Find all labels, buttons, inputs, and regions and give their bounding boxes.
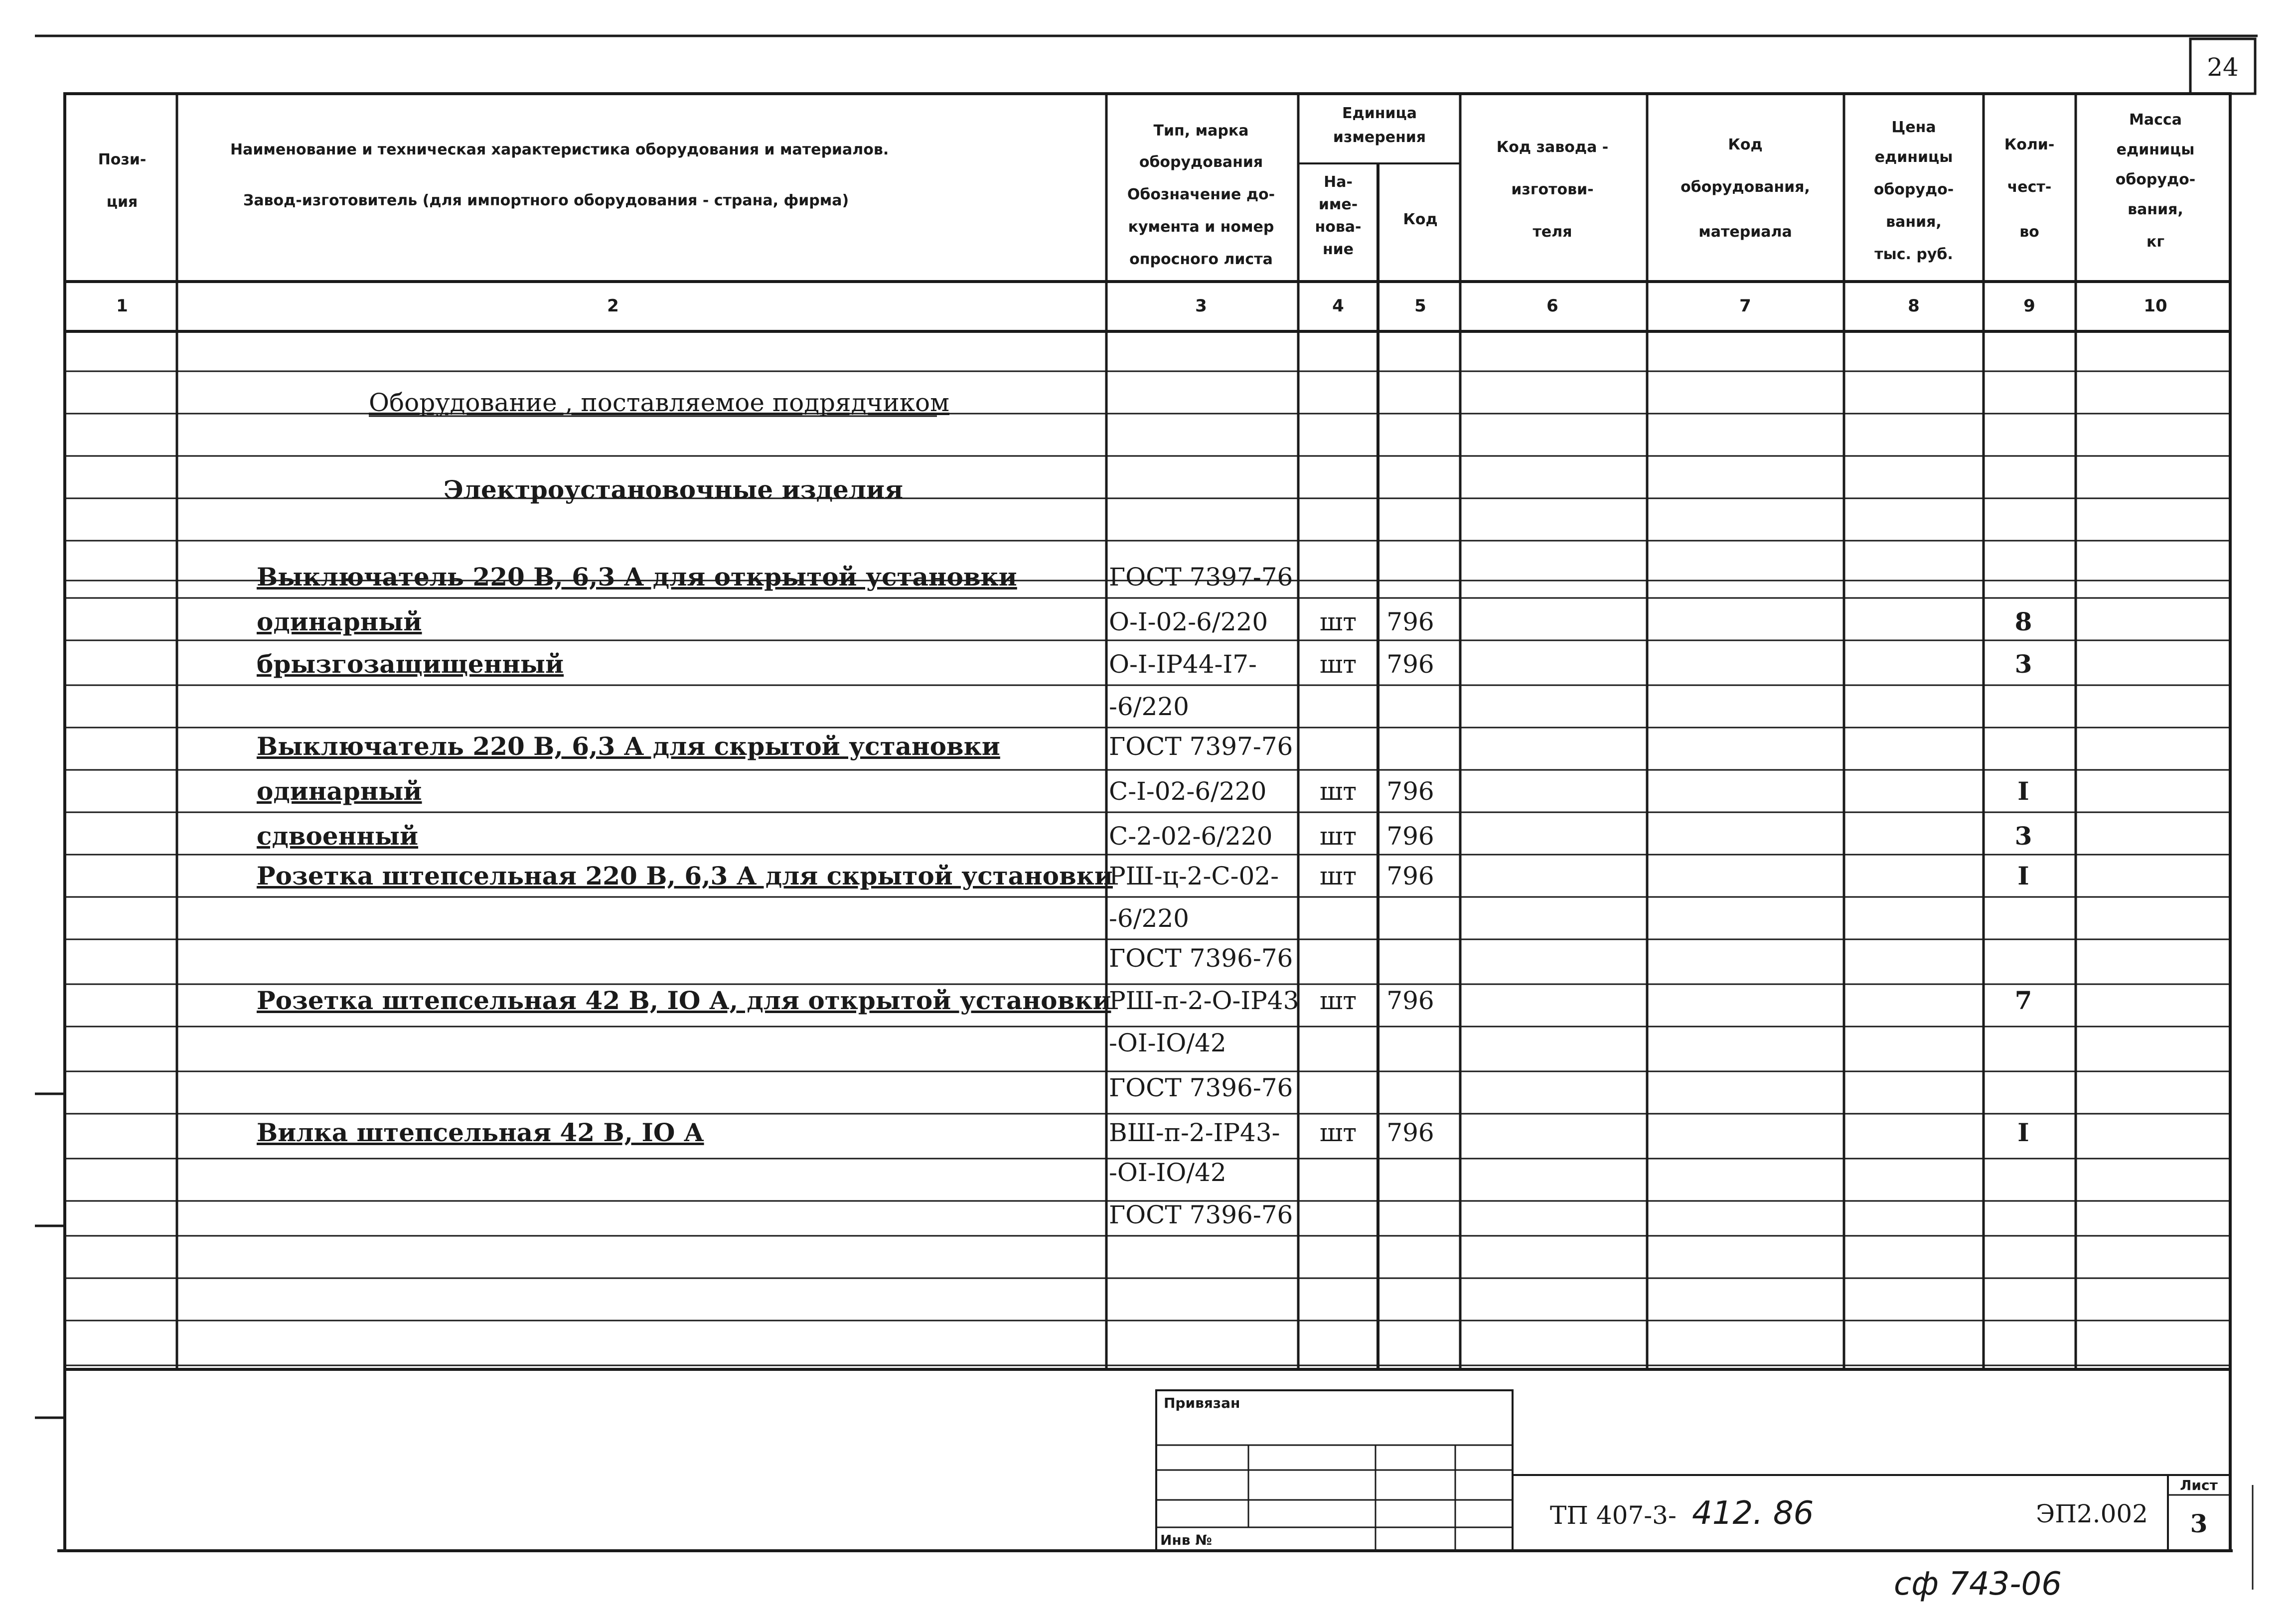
header-unit: Единица bbox=[1342, 105, 1417, 122]
row-name: сдвоенный bbox=[257, 821, 419, 851]
row-type: О-I-02-6/220 bbox=[1109, 607, 1268, 636]
row-quantity: 8 bbox=[2014, 607, 2032, 636]
svg-text:тыс. руб.: тыс. руб. bbox=[1874, 246, 1953, 263]
svg-text:во: во bbox=[2019, 223, 2039, 241]
svg-text:Обозначение до-: Обозначение до- bbox=[1127, 186, 1275, 203]
svg-text:кумента и номер: кумента и номер bbox=[1128, 218, 1274, 236]
section-title-contractor: Оборудование , поставляемое подрядчиком bbox=[369, 388, 949, 417]
svg-text:изготови-: изготови- bbox=[1511, 181, 1594, 198]
page-number: 24 bbox=[2207, 53, 2239, 82]
svg-text:теля: теля bbox=[1532, 223, 1572, 241]
footer-handwritten-note: сф 743-06 bbox=[1894, 1566, 2062, 1603]
svg-text:оборудо-: оборудо- bbox=[1873, 181, 1954, 198]
svg-text:4: 4 bbox=[1332, 296, 1344, 316]
svg-text:вания,: вания, bbox=[2128, 201, 2183, 218]
row-quantity: 7 bbox=[2014, 986, 2032, 1015]
svg-text:6: 6 bbox=[1546, 296, 1558, 316]
svg-text:10: 10 bbox=[2143, 296, 2167, 316]
row-code: 796 bbox=[1386, 1118, 1434, 1147]
table-body bbox=[257, 562, 2032, 1229]
sheet-number: 3 bbox=[2190, 1509, 2208, 1538]
header-quantity: Коли- bbox=[2004, 136, 2055, 153]
row-type: -6/220 bbox=[1109, 692, 1189, 721]
svg-text:кг: кг bbox=[2146, 233, 2165, 251]
row-name: Розетка штепсельная 220 В, 6,3 А для скрытой установки bbox=[257, 861, 1113, 890]
row-unit: шт bbox=[1319, 650, 1357, 679]
svg-text:материала: материала bbox=[1698, 223, 1792, 241]
svg-text:оборудования: оборудования bbox=[1139, 153, 1263, 171]
row-type: ГОСТ 7396-76 bbox=[1109, 1073, 1293, 1102]
svg-text:ция: ция bbox=[106, 193, 138, 211]
row-code: 796 bbox=[1386, 822, 1434, 851]
row-quantity: I bbox=[2017, 776, 2029, 806]
svg-text:име-: име- bbox=[1318, 196, 1358, 213]
row-code: 796 bbox=[1386, 650, 1434, 679]
row-quantity: 3 bbox=[2014, 821, 2032, 851]
document-code: ТП 407-3- bbox=[1550, 1501, 1677, 1530]
row-type: ВШ-п-2-IP43- bbox=[1109, 1118, 1280, 1147]
svg-text:оборудования,: оборудования, bbox=[1681, 178, 1810, 196]
row-type: О-I-IP44-I7- bbox=[1109, 650, 1257, 679]
row-name: одинарный bbox=[257, 607, 422, 636]
svg-text:вания,: вания, bbox=[1886, 213, 1942, 231]
svg-text:2: 2 bbox=[607, 296, 619, 316]
svg-text:5: 5 bbox=[1414, 296, 1426, 316]
header-position: Пози- bbox=[98, 151, 147, 168]
svg-text:8: 8 bbox=[1908, 296, 1920, 316]
row-quantity: 3 bbox=[2014, 649, 2032, 679]
row-type: -OI-IO/42 bbox=[1109, 1029, 1226, 1057]
row-type: РШ-п-2-О-IP43 bbox=[1109, 986, 1299, 1015]
header-equipment-code: Код bbox=[1728, 136, 1763, 153]
svg-text:нова-: нова- bbox=[1315, 218, 1362, 236]
row-unit: шт bbox=[1319, 822, 1357, 851]
document-code-handwritten: 412. 86 bbox=[1692, 1495, 1814, 1532]
row-type: С-2-02-6/220 bbox=[1109, 822, 1273, 851]
header-price: Цена bbox=[1891, 119, 1936, 136]
row-unit: шт bbox=[1319, 862, 1357, 890]
svg-text:опросного листа: опросного листа bbox=[1129, 251, 1273, 268]
row-name: Выключатель 220 В, 6,3 А для скрытой установки bbox=[257, 732, 1000, 761]
svg-text:9: 9 bbox=[2023, 296, 2035, 316]
row-type: РШ-ц-2-С-02- bbox=[1109, 862, 1279, 890]
row-unit: шт bbox=[1319, 777, 1357, 806]
row-unit: шт bbox=[1319, 1118, 1357, 1147]
column-numbers bbox=[116, 296, 2167, 316]
header-mass: Масса bbox=[2129, 111, 2182, 129]
header-name: Наименование и техническая характеристика оборудования и материалов. bbox=[230, 141, 889, 158]
row-quantity: I bbox=[2017, 861, 2029, 890]
row-type: -6/220 bbox=[1109, 904, 1189, 933]
header-plant-code: Код завода - bbox=[1496, 139, 1609, 156]
svg-text:чест-: чест- bbox=[2007, 178, 2052, 196]
svg-text:единицы: единицы bbox=[1874, 148, 1953, 166]
table-header bbox=[98, 105, 2196, 268]
row-code: 796 bbox=[1386, 607, 1434, 636]
svg-text:1: 1 bbox=[116, 296, 128, 316]
header-type: Тип, марка bbox=[1153, 122, 1249, 140]
row-name: Вилка штепсельная 42 В, IO А bbox=[257, 1118, 704, 1147]
svg-text:единицы: единицы bbox=[2116, 141, 2195, 158]
row-name: Выключатель 220 В, 6,3 А для открытой установки bbox=[257, 562, 1017, 591]
sheet-code: ЭП2.002 bbox=[2036, 1499, 2148, 1528]
row-name: брызгозащищенный bbox=[257, 649, 564, 679]
svg-text:ние: ние bbox=[1322, 241, 1354, 258]
row-name: одинарный bbox=[257, 776, 422, 806]
svg-text:7: 7 bbox=[1739, 296, 1751, 316]
row-type: ГОСТ 7396-76 bbox=[1109, 944, 1293, 973]
row-unit: шт bbox=[1319, 986, 1357, 1015]
row-type: ГОСТ 7397-76 bbox=[1109, 563, 1293, 591]
svg-text:измерения: измерения bbox=[1333, 129, 1426, 146]
stamp-inventory: Инв № bbox=[1160, 1532, 1212, 1548]
row-code: 796 bbox=[1386, 777, 1434, 806]
row-code: 796 bbox=[1386, 862, 1434, 890]
row-code: 796 bbox=[1386, 986, 1434, 1015]
header-unit-code: Код bbox=[1403, 211, 1438, 228]
row-quantity: I bbox=[2017, 1118, 2029, 1147]
row-name: Розетка штепсельная 42 В, IO А, для открытой установки bbox=[257, 986, 1111, 1015]
section-title-electrical: Электроустановочные изделия bbox=[444, 475, 904, 504]
row-type: ГОСТ 7396-76 bbox=[1109, 1200, 1293, 1229]
svg-text:3: 3 bbox=[1195, 296, 1207, 316]
header-unit-name: На- bbox=[1324, 173, 1353, 191]
svg-text:Завод-изготовитель (для импорт: Завод-изготовитель (для импортного оборудования - страна, фирма) bbox=[243, 192, 849, 209]
stamp-privyazan: Привязан bbox=[1164, 1395, 1240, 1411]
sheet-label: Лист bbox=[2180, 1477, 2218, 1493]
row-unit: шт bbox=[1319, 607, 1357, 636]
row-type: -OI-IO/42 bbox=[1109, 1158, 1226, 1187]
title-block bbox=[57, 1369, 2233, 1551]
svg-text:оборудо-: оборудо- bbox=[2115, 171, 2196, 188]
row-type: С-I-02-6/220 bbox=[1109, 777, 1267, 806]
row-type: ГОСТ 7397-76 bbox=[1109, 732, 1293, 761]
